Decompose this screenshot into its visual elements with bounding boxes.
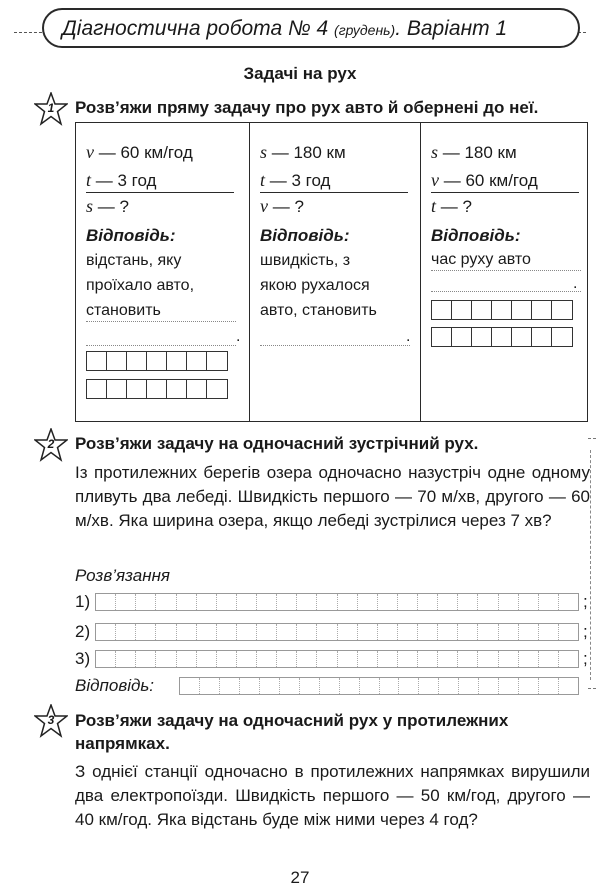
answer-text: авто, становить (260, 302, 377, 319)
solution-step-row (75, 648, 595, 670)
answer-write-line[interactable] (431, 291, 581, 292)
condition-line: v — 60 км/год (86, 142, 193, 162)
margin-dash (588, 688, 596, 689)
answer-label: Відповідь: (431, 226, 521, 245)
solution-step-row (75, 621, 595, 643)
answer-write-line[interactable] (431, 270, 581, 271)
condition-line: s — 180 км (260, 142, 346, 162)
answer-cells[interactable] (431, 327, 573, 347)
answer-write-line[interactable] (260, 345, 410, 346)
condition-question: v — ? (260, 196, 304, 216)
task1-title: Розв’яжи пряму задачу про рух авто й обернені до неї. (75, 98, 539, 117)
condition-line: v — 60 км/год (431, 169, 579, 193)
task2-title: Розв’яжи задачу на одночасний зустрічний рух. (75, 434, 479, 453)
task1-column-3 (420, 123, 587, 421)
task3-title: Розв’яжи задачу на одночасний рух у протилежних (75, 711, 509, 730)
task2-text: Із протилежних берегів озера одночасно назустріч одне одному пливуть два лебеді. Швидкість першого — 70 м/хв, другого — 60 м/хв. Яка ширина озера, якщо лебеді зустрілися через 7 хв? (75, 463, 590, 530)
answer-label: Відповідь: (75, 676, 155, 695)
answer-label: Відповідь: (86, 226, 176, 245)
answer-write-line[interactable] (86, 321, 236, 322)
period-mark: . (236, 328, 241, 345)
task-number-star-icon (34, 428, 68, 462)
answer-cells[interactable] (179, 677, 579, 695)
header-title: Діагностична робота № 4 (грудень). Варіант 1 (62, 17, 508, 40)
answer-cells[interactable] (86, 351, 228, 371)
answer-text: відстань, яку (86, 252, 182, 269)
task1-column-1 (76, 123, 249, 421)
answer-text: час руху авто (431, 251, 531, 268)
solution-cells[interactable] (95, 593, 579, 611)
task-number-star-icon (34, 704, 68, 738)
solution-step-row (75, 591, 595, 613)
answer-cells[interactable] (86, 379, 228, 399)
answer-text: становить (86, 302, 161, 319)
step-number: 2) (75, 622, 91, 641)
answer-text: швидкість, з (260, 252, 351, 269)
semicolon: ; (583, 649, 588, 668)
task-number: 3 (47, 713, 55, 727)
solution-cells[interactable] (95, 650, 579, 668)
margin-dash (588, 438, 596, 439)
page-number: 27 (290, 868, 310, 887)
solution-cells[interactable] (95, 623, 579, 641)
task1-column-2 (249, 123, 420, 421)
condition-line: s — 180 км (431, 142, 517, 162)
answer-text: якою рухалося (260, 277, 370, 294)
period-mark: . (406, 328, 411, 345)
step-number: 1) (75, 592, 91, 611)
condition-question: t — ? (431, 196, 472, 216)
semicolon: ; (583, 622, 588, 641)
condition-line: t — 3 год (260, 169, 408, 193)
semicolon: ; (583, 592, 588, 611)
task-number: 2 (47, 437, 55, 451)
task-number: 1 (47, 101, 55, 115)
section-title: Задачі на рух (243, 64, 357, 83)
answer-write-line[interactable] (86, 345, 236, 346)
task3-text: З однієї станції одночасно в протилежних напрямках вирушили два електропоїзди. Швидкість першого — 50 км/год, другого — 40 км/год. Яка відстань буде між ними через 4 год? (75, 762, 590, 829)
answer-text: проїхало авто, (86, 277, 195, 294)
task-number-star-icon (34, 92, 68, 126)
period-mark: . (573, 275, 578, 292)
answer-row (75, 675, 595, 697)
answer-cells[interactable] (431, 300, 573, 320)
header-month: (грудень) (334, 22, 396, 38)
task3-title-cont: напрямках. (75, 734, 170, 753)
task1-table (75, 122, 588, 422)
condition-line: t — 3 год (86, 169, 234, 193)
condition-question: s — ? (86, 196, 129, 216)
answer-label: Відповідь: (260, 226, 350, 245)
solution-label: Розв’язання (75, 566, 171, 585)
margin-dash (590, 450, 591, 680)
step-number: 3) (75, 649, 91, 668)
